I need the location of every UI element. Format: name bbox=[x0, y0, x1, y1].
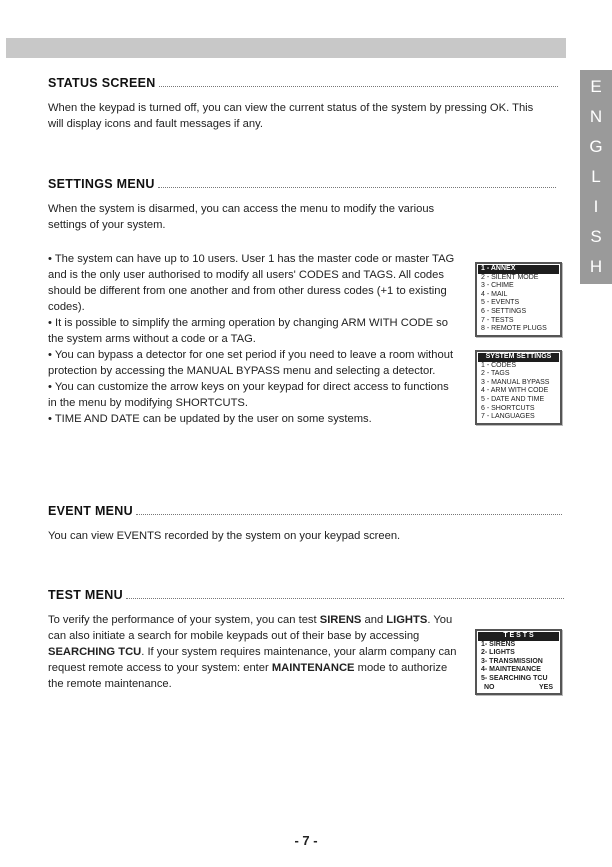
maintenance-term: MAINTENANCE bbox=[271, 662, 355, 674]
menu-item: 4 - MAIL bbox=[481, 290, 508, 298]
test-menu-title: TEST MENU bbox=[48, 588, 123, 602]
settings-intro: When the system is disarmed, you can access the menu to modify the various settings of your system. bbox=[48, 203, 435, 231]
page-number: - 7 - bbox=[294, 833, 318, 848]
test-menu-text-block bbox=[48, 612, 464, 692]
heading-dots bbox=[158, 186, 556, 188]
heading-dots bbox=[159, 85, 558, 87]
menu-item: 5 - DATE AND TIME bbox=[481, 395, 545, 403]
lang-letter: E bbox=[590, 77, 602, 96]
event-menu-title: EVENT MENU bbox=[48, 504, 133, 518]
system-settings-screen-title: SYSTEM SETTINGS bbox=[478, 353, 559, 362]
searching-tcu-term: SEARCHING TCU bbox=[48, 646, 142, 658]
menu-item: 6 - SHORTCUTS bbox=[481, 404, 535, 412]
status-screen-heading bbox=[48, 76, 558, 90]
language-tab bbox=[580, 70, 612, 284]
settings-menu-title: SETTINGS MENU bbox=[48, 177, 155, 191]
no-softkey-label: NO bbox=[484, 683, 495, 691]
menu-item: 6 - SETTINGS bbox=[481, 307, 527, 315]
lang-letter: H bbox=[589, 257, 603, 276]
settings-bullet: • It is possible to simplify the arming operation by changing ARM WITH CODE so the system arms without a code or a TAG. bbox=[48, 317, 448, 345]
tests-softkeys bbox=[478, 684, 559, 693]
lang-letter: L bbox=[591, 167, 601, 186]
settings-bullet: • You can bypass a detector for one set period if you need to leave a room without protection by accessing the MANUAL BYPASS menu and selecting a detector. bbox=[48, 349, 454, 377]
test-menu-heading bbox=[48, 588, 564, 602]
tests-screen-title: T E S T S bbox=[478, 632, 559, 641]
lang-letter: S bbox=[590, 227, 602, 246]
menu-item: 1- SIRENS bbox=[481, 640, 516, 648]
settings-bullet: • The system can have up to 10 users. User 1 has the master code or master TAG and is the only user authorised to modify all users' CODES and TAGS. All codes should be different from one another and from other duress codes (+1 to existing codes). bbox=[48, 253, 455, 313]
menu-item: 3- TRANSMISSION bbox=[481, 657, 543, 665]
test-menu-text: To verify the performance of your system, you can test SIRENS and LIGHTS. You can also initiate a search for mobile keypads out of their base by accessing SEARCHING TCU. If your system requires maintenance, your alarm company can request remote access to your system: enter MAINTENANCE mode to authorize the remote maintenance. bbox=[48, 614, 457, 690]
event-menu-text: You can view EVENTS recorded by the system on your keypad screen. bbox=[48, 530, 401, 542]
menu-item: 3 - MANUAL BYPASS bbox=[481, 378, 550, 386]
settings-bullet: • You can customize the arrow keys on your keypad for direct access to functions in the menu by modifying SHORTCUTS. bbox=[48, 381, 449, 409]
heading-dots bbox=[136, 513, 562, 515]
menu-item: 7 - TESTS bbox=[481, 316, 514, 324]
status-screen-text-block bbox=[48, 100, 538, 132]
lights-term: LIGHTS bbox=[386, 614, 428, 626]
event-menu-text-block bbox=[48, 528, 538, 544]
event-menu-heading bbox=[48, 504, 562, 518]
menu-item: 4 - ARM WITH CODE bbox=[481, 387, 549, 395]
status-screen-title: STATUS SCREEN bbox=[48, 76, 156, 90]
menu-item: 2 - TAGS bbox=[481, 370, 510, 378]
status-screen-text: When the keypad is turned off, you can view the current status of the system by pressing OK. This will display icons and fault messages if any. bbox=[48, 102, 534, 130]
menu-item: 2- LIGHTS bbox=[481, 649, 515, 657]
settings-bullet: • TIME AND DATE can be updated by the user on some systems. bbox=[48, 413, 372, 425]
menu-item: 5- SEARCHING TCU bbox=[481, 674, 548, 682]
header-bar bbox=[6, 38, 566, 58]
yes-softkey-label: YES bbox=[538, 683, 553, 691]
menu-item: 4- MAINTENANCE bbox=[481, 666, 541, 674]
settings-bullets bbox=[48, 251, 460, 427]
menu-item: 7 - LANGUAGES bbox=[481, 413, 535, 421]
menu-item: 1 - CODES bbox=[481, 361, 517, 369]
menu-item: 3 - CHIME bbox=[481, 282, 514, 290]
tests-screen bbox=[475, 629, 562, 695]
menu-item: 2 - SILENT MODE bbox=[481, 273, 539, 281]
settings-menu-heading bbox=[48, 177, 556, 191]
heading-dots bbox=[126, 597, 564, 599]
settings-intro-block bbox=[48, 201, 463, 233]
menu-item: 5 - EVENTS bbox=[481, 299, 520, 307]
sirens-term: SIRENS bbox=[319, 614, 362, 626]
annex-screen-title: 1 - ANNEX bbox=[478, 265, 559, 274]
menu-item: 8 - REMOTE PLUGS bbox=[481, 325, 547, 333]
annex-menu-screen bbox=[475, 262, 562, 337]
system-settings-screen bbox=[475, 350, 562, 425]
lang-letter: G bbox=[589, 137, 603, 156]
lang-letter: I bbox=[593, 197, 599, 216]
lang-letter: N bbox=[589, 107, 603, 126]
